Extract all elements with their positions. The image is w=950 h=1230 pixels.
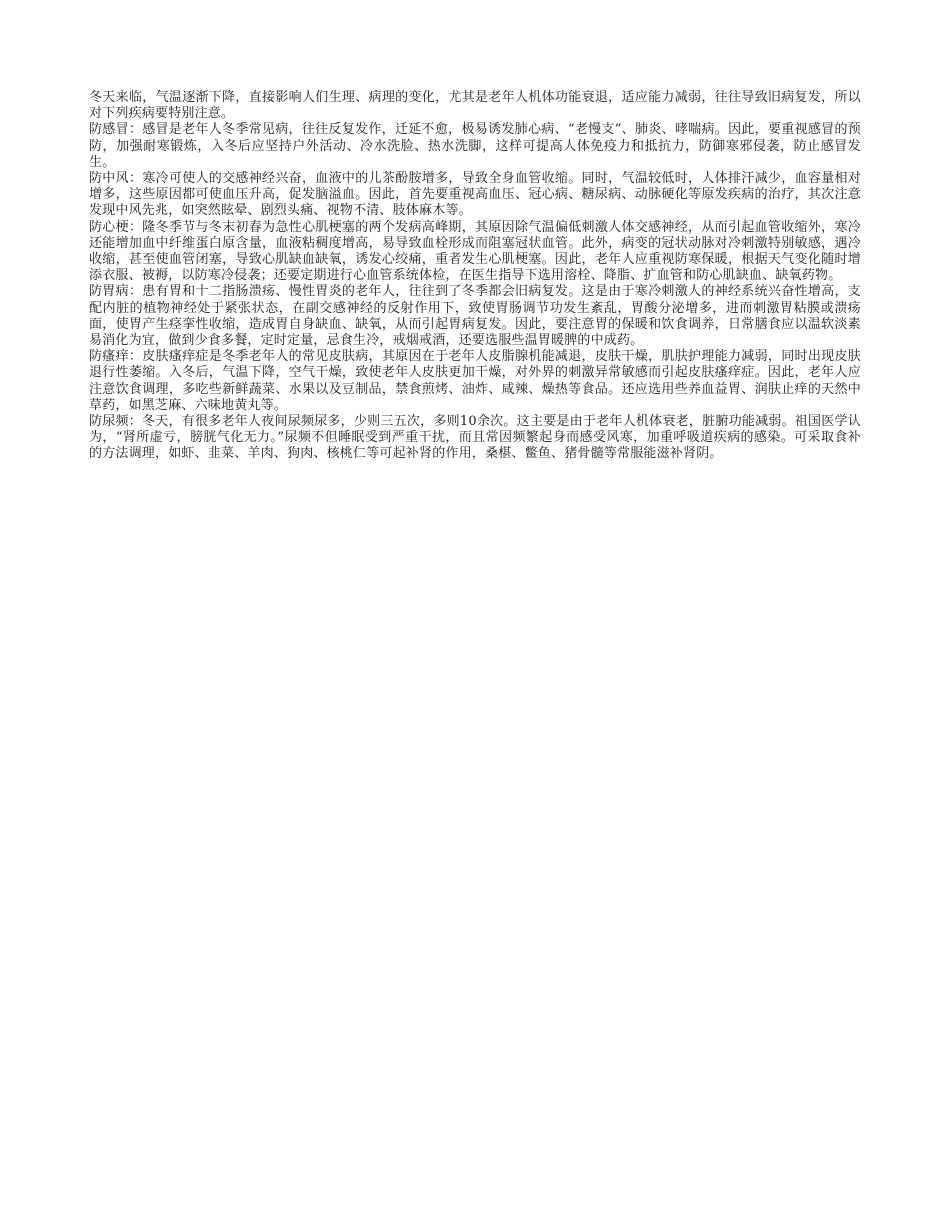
paragraph-itch: 防瘙痒：皮肤瘙痒症是冬季老年人的常见皮肤病，其原因在于老年人皮脂腺机能减退，皮肤干燥，肌肤护理能力减弱，同时出现皮肤退行性萎缩。入冬后，气温下降，空气干燥，致使老年人皮肤更加干燥，对外界的刺激异常敏感而引起皮肤瘙痒症。因此，老年人应注意饮食调理，多吃些新鲜蔬菜、水果以及豆制品，禁食煎烤、油炸、咸辣、燥热等食品。还应选用些养血益胃、润肤止痒的天然中草药，如黑芝麻、六味地黄丸等。	[89, 349, 861, 413]
paragraph-stomach: 防胃病：患有胃和十二指肠溃疡、慢性胃炎的老年人，往往到了冬季都会旧病复发。这是由于寒冷刺激人的神经系统兴奋性增高，支配内脏的植物神经处于紧张状态，在副交感神经的反射作用下，致使胃肠调节功发生紊乱，胃酸分泌增多，进而刺激胃粘膜或溃疡面，使胃产生痉挛性收缩，造成胃自身缺血、缺氧，从而引起胃病复发。因此，要注意胃的保暖和饮食调养，日常膳食应以温软淡素易消化为宜，做到少食多餐，定时定量，忌食生冷，戒烟戒酒，还要选服些温胃暖脾的中成药。	[89, 284, 861, 349]
paragraph-urination: 防尿频：冬天，有很多老年人夜间尿频尿多，少则三五次，多则10余次。这主要是由于老年人机体衰老，脏腑功能减弱。祖国医学认为，“肾所虚亏，膀胱气化无力。”尿频不但睡眠受到严重干扰，而且常因频繁起身而感受风寒，加重呼吸道疾病的感染。可采取食补的方法调理，如虾、韭菜、羊肉、狗肉、核桃仁等可起补肾的作用，桑椹、鳖鱼、猪骨髓等常服能滋补肾阴。	[89, 414, 861, 462]
document-body	[89, 90, 861, 463]
paragraph-cold: 防感冒：感冒是老年人冬季常见病，往往反复发作，迁延不愈，极易诱发肺心病、“老慢支”、肺炎、哮喘病。因此，要重视感冒的预防，加强耐寒锻炼，入冬后应坚持户外活动、冷水洗脸、热水洗脚，这样可提高人体免疫力和抵抗力，防御寒邪侵袭，防止感冒发生。	[89, 122, 861, 170]
paragraph-heart: 防心梗：隆冬季节与冬末初春为急性心肌梗塞的两个发病高峰期，其原因除气温偏低刺激人体交感神经，从而引起血管收缩外，寒冷还能增加血中纤维蛋白原含量，血液粘稠度增高，易导致血栓形成而阻塞冠状血管。此外，病变的冠状动脉对冷刺激特别敏感，遇冷收缩，甚至使血管闭塞，导致心肌缺血缺氧，诱发心绞痛，重者发生心肌梗塞。因此，老年人应重视防寒保暖，根据天气变化随时增添衣服、被褥，以防寒冷侵袭；还要定期进行心血管系统体检，在医生指导下选用溶栓、降脂、扩血管和防心肌缺血、缺氧药物。	[89, 219, 861, 284]
paragraph-intro: 冬天来临，气温逐渐下降，直接影响人们生理、病理的变化，尤其是老年人机体功能衰退，适应能力减弱，往往导致旧病复发，所以对下列疾病要特别注意。	[89, 90, 861, 122]
paragraph-stroke: 防中风：寒冷可使人的交感神经兴奋，血液中的儿茶酚胺增多，导致全身血管收缩。同时，气温较低时，人体排汗减少，血容量相对增多，这些原因都可使血压升高，促发脑溢血。因此，首先要重视高血压、冠心病、糖尿病、动脉硬化等原发疾病的治疗，其次注意发现中风先兆，如突然眩晕、剧烈头痛、视物不清、肢体麻木等。	[89, 171, 861, 219]
